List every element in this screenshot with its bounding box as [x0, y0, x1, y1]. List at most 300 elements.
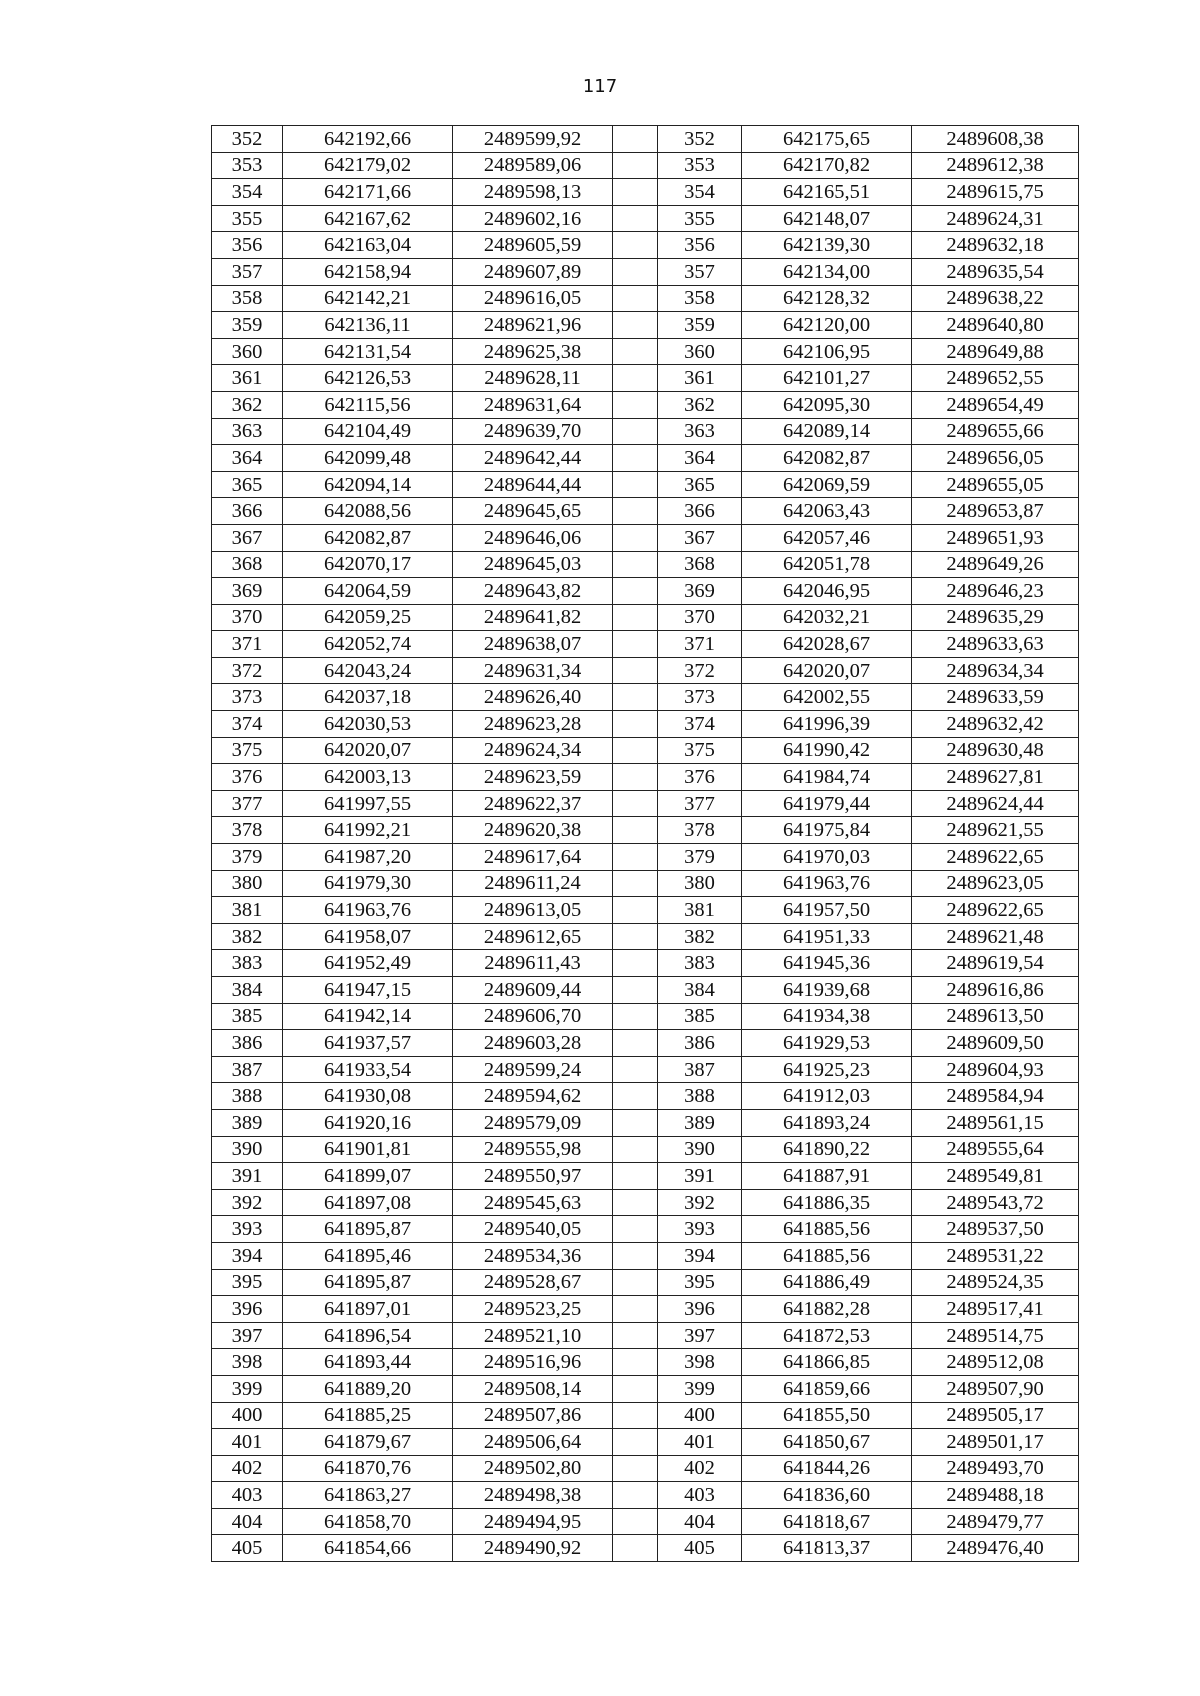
x-coordinate-left: 641895,87 — [283, 1269, 453, 1296]
y-coordinate-right: 2489501,17 — [912, 1429, 1079, 1456]
x-coordinate-right: 641975,84 — [742, 817, 912, 844]
y-coordinate-left: 2489624,34 — [453, 737, 613, 764]
y-coordinate-left: 2489641,82 — [453, 604, 613, 631]
x-coordinate-right: 641885,56 — [742, 1242, 912, 1269]
table-row — [212, 445, 1079, 472]
x-coordinate-right: 641957,50 — [742, 897, 912, 924]
x-coordinate-left: 642126,53 — [283, 365, 453, 392]
x-coordinate-right: 641866,85 — [742, 1349, 912, 1376]
point-number-right: 364 — [658, 445, 742, 472]
y-coordinate-left: 2489579,09 — [453, 1109, 613, 1136]
empty-cell — [613, 152, 658, 179]
empty-cell — [613, 578, 658, 605]
x-coordinate-left: 641895,87 — [283, 1216, 453, 1243]
x-coordinate-right: 641951,33 — [742, 923, 912, 950]
point-number-left: 360 — [212, 338, 283, 365]
y-coordinate-right: 2489604,93 — [912, 1056, 1079, 1083]
y-coordinate-left: 2489643,82 — [453, 578, 613, 605]
x-coordinate-left: 642192,66 — [283, 126, 453, 153]
point-number-right: 379 — [658, 844, 742, 871]
point-number-right: 352 — [658, 126, 742, 153]
table-row — [212, 205, 1079, 232]
point-number-left: 399 — [212, 1375, 283, 1402]
y-coordinate-right: 2489633,59 — [912, 684, 1079, 711]
x-coordinate-left: 642131,54 — [283, 338, 453, 365]
x-coordinate-left: 642179,02 — [283, 152, 453, 179]
empty-cell — [613, 1030, 658, 1057]
x-coordinate-left: 642167,62 — [283, 205, 453, 232]
y-coordinate-left: 2489508,14 — [453, 1375, 613, 1402]
point-number-left: 391 — [212, 1163, 283, 1190]
y-coordinate-right: 2489651,93 — [912, 524, 1079, 551]
point-number-right: 400 — [658, 1402, 742, 1429]
y-coordinate-left: 2489611,24 — [453, 870, 613, 897]
y-coordinate-right: 2489655,05 — [912, 471, 1079, 498]
point-number-right: 353 — [658, 152, 742, 179]
y-coordinate-right: 2489531,22 — [912, 1242, 1079, 1269]
empty-cell — [613, 604, 658, 631]
x-coordinate-right: 641882,28 — [742, 1296, 912, 1323]
x-coordinate-right: 641886,49 — [742, 1269, 912, 1296]
point-number-left: 374 — [212, 711, 283, 738]
x-coordinate-right: 641984,74 — [742, 764, 912, 791]
y-coordinate-left: 2489646,06 — [453, 524, 613, 551]
y-coordinate-left: 2489555,98 — [453, 1136, 613, 1163]
x-coordinate-right: 642170,82 — [742, 152, 912, 179]
point-number-right: 377 — [658, 790, 742, 817]
table-row — [212, 391, 1079, 418]
x-coordinate-left: 641987,20 — [283, 844, 453, 871]
x-coordinate-left: 641958,07 — [283, 923, 453, 950]
table-row — [212, 524, 1079, 551]
table-row — [212, 1242, 1079, 1269]
x-coordinate-left: 642088,56 — [283, 498, 453, 525]
y-coordinate-left: 2489616,05 — [453, 285, 613, 312]
point-number-right: 399 — [658, 1375, 742, 1402]
y-coordinate-left: 2489494,95 — [453, 1508, 613, 1535]
y-coordinate-left: 2489642,44 — [453, 445, 613, 472]
table-row — [212, 764, 1079, 791]
point-number-left: 383 — [212, 950, 283, 977]
x-coordinate-right: 642120,00 — [742, 312, 912, 339]
point-number-right: 398 — [658, 1349, 742, 1376]
y-coordinate-left: 2489534,36 — [453, 1242, 613, 1269]
point-number-left: 393 — [212, 1216, 283, 1243]
table-row — [212, 152, 1079, 179]
y-coordinate-left: 2489626,40 — [453, 684, 613, 711]
empty-cell — [613, 844, 658, 871]
x-coordinate-right: 641886,35 — [742, 1189, 912, 1216]
x-coordinate-right: 642128,32 — [742, 285, 912, 312]
x-coordinate-right: 641844,26 — [742, 1455, 912, 1482]
empty-cell — [613, 1136, 658, 1163]
table-row — [212, 1535, 1079, 1562]
table-row — [212, 1296, 1079, 1323]
point-number-right: 384 — [658, 977, 742, 1004]
x-coordinate-right: 641850,67 — [742, 1429, 912, 1456]
x-coordinate-right: 642063,43 — [742, 498, 912, 525]
point-number-left: 370 — [212, 604, 283, 631]
y-coordinate-left: 2489502,80 — [453, 1455, 613, 1482]
x-coordinate-right: 641893,24 — [742, 1109, 912, 1136]
table-row — [212, 1083, 1079, 1110]
empty-cell — [613, 1269, 658, 1296]
x-coordinate-right: 641872,53 — [742, 1322, 912, 1349]
x-coordinate-right: 641855,50 — [742, 1402, 912, 1429]
empty-cell — [613, 1109, 658, 1136]
point-number-left: 361 — [212, 365, 283, 392]
y-coordinate-left: 2489507,86 — [453, 1402, 613, 1429]
point-number-left: 355 — [212, 205, 283, 232]
point-number-left: 401 — [212, 1429, 283, 1456]
y-coordinate-right: 2489652,55 — [912, 365, 1079, 392]
table-row — [212, 1269, 1079, 1296]
y-coordinate-left: 2489613,05 — [453, 897, 613, 924]
x-coordinate-left: 641920,16 — [283, 1109, 453, 1136]
point-number-right: 365 — [658, 471, 742, 498]
y-coordinate-left: 2489506,64 — [453, 1429, 613, 1456]
x-coordinate-right: 641925,23 — [742, 1056, 912, 1083]
y-coordinate-left: 2489645,03 — [453, 551, 613, 578]
coordinates-table — [211, 125, 1079, 1562]
y-coordinate-left: 2489605,59 — [453, 232, 613, 259]
point-number-right: 373 — [658, 684, 742, 711]
x-coordinate-right: 641929,53 — [742, 1030, 912, 1057]
table-row — [212, 950, 1079, 977]
point-number-right: 404 — [658, 1508, 742, 1535]
point-number-left: 388 — [212, 1083, 283, 1110]
point-number-left: 396 — [212, 1296, 283, 1323]
table-row — [212, 604, 1079, 631]
point-number-left: 359 — [212, 312, 283, 339]
empty-cell — [613, 1535, 658, 1562]
y-coordinate-right: 2489621,48 — [912, 923, 1079, 950]
y-coordinate-right: 2489512,08 — [912, 1349, 1079, 1376]
table-row — [212, 1402, 1079, 1429]
y-coordinate-right: 2489634,34 — [912, 657, 1079, 684]
y-coordinate-right: 2489654,49 — [912, 391, 1079, 418]
x-coordinate-left: 641933,54 — [283, 1056, 453, 1083]
x-coordinate-left: 641854,66 — [283, 1535, 453, 1562]
y-coordinate-right: 2489488,18 — [912, 1482, 1079, 1509]
y-coordinate-left: 2489599,92 — [453, 126, 613, 153]
x-coordinate-left: 642094,14 — [283, 471, 453, 498]
point-number-left: 382 — [212, 923, 283, 950]
point-number-left: 364 — [212, 445, 283, 472]
y-coordinate-left: 2489498,38 — [453, 1482, 613, 1509]
table-row — [212, 1003, 1079, 1030]
point-number-left: 368 — [212, 551, 283, 578]
x-coordinate-right: 642057,46 — [742, 524, 912, 551]
y-coordinate-right: 2489649,26 — [912, 551, 1079, 578]
empty-cell — [613, 285, 658, 312]
x-coordinate-right: 642028,67 — [742, 631, 912, 658]
point-number-right: 405 — [658, 1535, 742, 1562]
empty-cell — [613, 418, 658, 445]
y-coordinate-right: 2489615,75 — [912, 179, 1079, 206]
point-number-right: 357 — [658, 258, 742, 285]
y-coordinate-right: 2489633,63 — [912, 631, 1079, 658]
empty-cell — [613, 524, 658, 551]
point-number-right: 380 — [658, 870, 742, 897]
point-number-right: 395 — [658, 1269, 742, 1296]
table-row — [212, 1508, 1079, 1535]
empty-cell — [613, 258, 658, 285]
coordinates-table-body — [212, 126, 1079, 1562]
point-number-right: 376 — [658, 764, 742, 791]
x-coordinate-left: 641992,21 — [283, 817, 453, 844]
x-coordinate-right: 642020,07 — [742, 657, 912, 684]
table-row — [212, 365, 1079, 392]
empty-cell — [613, 684, 658, 711]
table-row — [212, 1216, 1079, 1243]
x-coordinate-right: 641885,56 — [742, 1216, 912, 1243]
empty-cell — [613, 205, 658, 232]
y-coordinate-right: 2489622,65 — [912, 897, 1079, 924]
point-number-left: 353 — [212, 152, 283, 179]
y-coordinate-right: 2489609,50 — [912, 1030, 1079, 1057]
table-row — [212, 418, 1079, 445]
point-number-left: 384 — [212, 977, 283, 1004]
y-coordinate-right: 2489584,94 — [912, 1083, 1079, 1110]
x-coordinate-left: 642115,56 — [283, 391, 453, 418]
point-number-left: 356 — [212, 232, 283, 259]
table-row — [212, 1056, 1079, 1083]
y-coordinate-left: 2489521,10 — [453, 1322, 613, 1349]
point-number-left: 358 — [212, 285, 283, 312]
empty-cell — [613, 1189, 658, 1216]
x-coordinate-left: 641899,07 — [283, 1163, 453, 1190]
x-coordinate-right: 641996,39 — [742, 711, 912, 738]
point-number-left: 378 — [212, 817, 283, 844]
x-coordinate-left: 642104,49 — [283, 418, 453, 445]
x-coordinate-left: 641930,08 — [283, 1083, 453, 1110]
x-coordinate-right: 641887,91 — [742, 1163, 912, 1190]
x-coordinate-right: 642175,65 — [742, 126, 912, 153]
x-coordinate-right: 641963,76 — [742, 870, 912, 897]
point-number-right: 392 — [658, 1189, 742, 1216]
x-coordinate-left: 641896,54 — [283, 1322, 453, 1349]
y-coordinate-right: 2489524,35 — [912, 1269, 1079, 1296]
empty-cell — [613, 790, 658, 817]
point-number-left: 373 — [212, 684, 283, 711]
x-coordinate-right: 642089,14 — [742, 418, 912, 445]
x-coordinate-left: 642059,25 — [283, 604, 453, 631]
y-coordinate-right: 2489623,05 — [912, 870, 1079, 897]
x-coordinate-left: 641947,15 — [283, 977, 453, 1004]
y-coordinate-left: 2489606,70 — [453, 1003, 613, 1030]
empty-cell — [613, 1402, 658, 1429]
y-coordinate-left: 2489594,62 — [453, 1083, 613, 1110]
table-row — [212, 1429, 1079, 1456]
empty-cell — [613, 445, 658, 472]
y-coordinate-right: 2489624,31 — [912, 205, 1079, 232]
y-coordinate-left: 2489545,63 — [453, 1189, 613, 1216]
empty-cell — [613, 126, 658, 153]
y-coordinate-left: 2489625,38 — [453, 338, 613, 365]
y-coordinate-right: 2489627,81 — [912, 764, 1079, 791]
point-number-right: 363 — [658, 418, 742, 445]
y-coordinate-right: 2489537,50 — [912, 1216, 1079, 1243]
empty-cell — [613, 312, 658, 339]
empty-cell — [613, 1296, 658, 1323]
y-coordinate-left: 2489609,44 — [453, 977, 613, 1004]
x-coordinate-right: 642046,95 — [742, 578, 912, 605]
table-row — [212, 1455, 1079, 1482]
table-row — [212, 1322, 1079, 1349]
table-row — [212, 179, 1079, 206]
x-coordinate-right: 642069,59 — [742, 471, 912, 498]
point-number-right: 403 — [658, 1482, 742, 1509]
y-coordinate-left: 2489599,24 — [453, 1056, 613, 1083]
table-row — [212, 790, 1079, 817]
point-number-right: 360 — [658, 338, 742, 365]
table-row — [212, 1349, 1079, 1376]
point-number-left: 403 — [212, 1482, 283, 1509]
empty-cell — [613, 338, 658, 365]
x-coordinate-left: 642136,11 — [283, 312, 453, 339]
y-coordinate-left: 2489644,44 — [453, 471, 613, 498]
y-coordinate-right: 2489476,40 — [912, 1535, 1079, 1562]
x-coordinate-right: 641818,67 — [742, 1508, 912, 1535]
x-coordinate-left: 641937,57 — [283, 1030, 453, 1057]
point-number-right: 382 — [658, 923, 742, 950]
x-coordinate-right: 641912,03 — [742, 1083, 912, 1110]
point-number-right: 396 — [658, 1296, 742, 1323]
point-number-left: 369 — [212, 578, 283, 605]
empty-cell — [613, 977, 658, 1004]
point-number-right: 356 — [658, 232, 742, 259]
y-coordinate-right: 2489655,66 — [912, 418, 1079, 445]
y-coordinate-right: 2489646,23 — [912, 578, 1079, 605]
point-number-left: 372 — [212, 657, 283, 684]
y-coordinate-left: 2489607,89 — [453, 258, 613, 285]
table-row — [212, 471, 1079, 498]
empty-cell — [613, 471, 658, 498]
x-coordinate-left: 641897,08 — [283, 1189, 453, 1216]
empty-cell — [613, 1349, 658, 1376]
point-number-right: 367 — [658, 524, 742, 551]
point-number-left: 367 — [212, 524, 283, 551]
table-row — [212, 711, 1079, 738]
empty-cell — [613, 1508, 658, 1535]
y-coordinate-right: 2489555,64 — [912, 1136, 1079, 1163]
point-number-left: 357 — [212, 258, 283, 285]
empty-cell — [613, 870, 658, 897]
table-row — [212, 977, 1079, 1004]
y-coordinate-left: 2489490,92 — [453, 1535, 613, 1562]
point-number-right: 354 — [658, 179, 742, 206]
y-coordinate-left: 2489516,96 — [453, 1349, 613, 1376]
table-row — [212, 1109, 1079, 1136]
point-number-left: 366 — [212, 498, 283, 525]
y-coordinate-right: 2489619,54 — [912, 950, 1079, 977]
x-coordinate-right: 642139,30 — [742, 232, 912, 259]
y-coordinate-right: 2489649,88 — [912, 338, 1079, 365]
x-coordinate-left: 641901,81 — [283, 1136, 453, 1163]
empty-cell — [613, 1322, 658, 1349]
y-coordinate-left: 2489611,43 — [453, 950, 613, 977]
x-coordinate-left: 641885,25 — [283, 1402, 453, 1429]
y-coordinate-left: 2489638,07 — [453, 631, 613, 658]
point-number-right: 369 — [658, 578, 742, 605]
y-coordinate-left: 2489628,11 — [453, 365, 613, 392]
table-row — [212, 1482, 1079, 1509]
y-coordinate-right: 2489608,38 — [912, 126, 1079, 153]
y-coordinate-right: 2489479,77 — [912, 1508, 1079, 1535]
y-coordinate-right: 2489656,05 — [912, 445, 1079, 472]
table-row — [212, 258, 1079, 285]
table-row — [212, 1136, 1079, 1163]
y-coordinate-right: 2489616,86 — [912, 977, 1079, 1004]
empty-cell — [613, 764, 658, 791]
point-number-left: 390 — [212, 1136, 283, 1163]
point-number-right: 402 — [658, 1455, 742, 1482]
y-coordinate-left: 2489617,64 — [453, 844, 613, 871]
point-number-right: 401 — [658, 1429, 742, 1456]
empty-cell — [613, 1242, 658, 1269]
y-coordinate-right: 2489549,81 — [912, 1163, 1079, 1190]
empty-cell — [613, 1003, 658, 1030]
table-row — [212, 923, 1079, 950]
x-coordinate-right: 642002,55 — [742, 684, 912, 711]
x-coordinate-left: 641858,70 — [283, 1508, 453, 1535]
table-row — [212, 312, 1079, 339]
point-number-right: 374 — [658, 711, 742, 738]
y-coordinate-left: 2489621,96 — [453, 312, 613, 339]
x-coordinate-left: 642163,04 — [283, 232, 453, 259]
y-coordinate-left: 2489603,28 — [453, 1030, 613, 1057]
point-number-left: 395 — [212, 1269, 283, 1296]
point-number-left: 365 — [212, 471, 283, 498]
point-number-right: 388 — [658, 1083, 742, 1110]
point-number-left: 386 — [212, 1030, 283, 1057]
x-coordinate-left: 641895,46 — [283, 1242, 453, 1269]
point-number-right: 355 — [658, 205, 742, 232]
table-row — [212, 551, 1079, 578]
empty-cell — [613, 737, 658, 764]
empty-cell — [613, 1482, 658, 1509]
x-coordinate-right: 642082,87 — [742, 445, 912, 472]
x-coordinate-right: 641813,37 — [742, 1535, 912, 1562]
point-number-left: 371 — [212, 631, 283, 658]
point-number-right: 371 — [658, 631, 742, 658]
x-coordinate-right: 642165,51 — [742, 179, 912, 206]
empty-cell — [613, 232, 658, 259]
table-row — [212, 1163, 1079, 1190]
x-coordinate-left: 641963,76 — [283, 897, 453, 924]
point-number-left: 381 — [212, 897, 283, 924]
x-coordinate-left: 641979,30 — [283, 870, 453, 897]
x-coordinate-right: 641945,36 — [742, 950, 912, 977]
point-number-left: 363 — [212, 418, 283, 445]
point-number-left: 394 — [212, 1242, 283, 1269]
table-row — [212, 737, 1079, 764]
empty-cell — [613, 817, 658, 844]
table-row — [212, 578, 1079, 605]
x-coordinate-left: 642171,66 — [283, 179, 453, 206]
x-coordinate-left: 642070,17 — [283, 551, 453, 578]
x-coordinate-left: 642082,87 — [283, 524, 453, 551]
y-coordinate-left: 2489645,65 — [453, 498, 613, 525]
empty-cell — [613, 1083, 658, 1110]
point-number-left: 377 — [212, 790, 283, 817]
point-number-left: 405 — [212, 1535, 283, 1562]
table-row — [212, 338, 1079, 365]
x-coordinate-right: 641836,60 — [742, 1482, 912, 1509]
point-number-left: 376 — [212, 764, 283, 791]
point-number-left: 392 — [212, 1189, 283, 1216]
